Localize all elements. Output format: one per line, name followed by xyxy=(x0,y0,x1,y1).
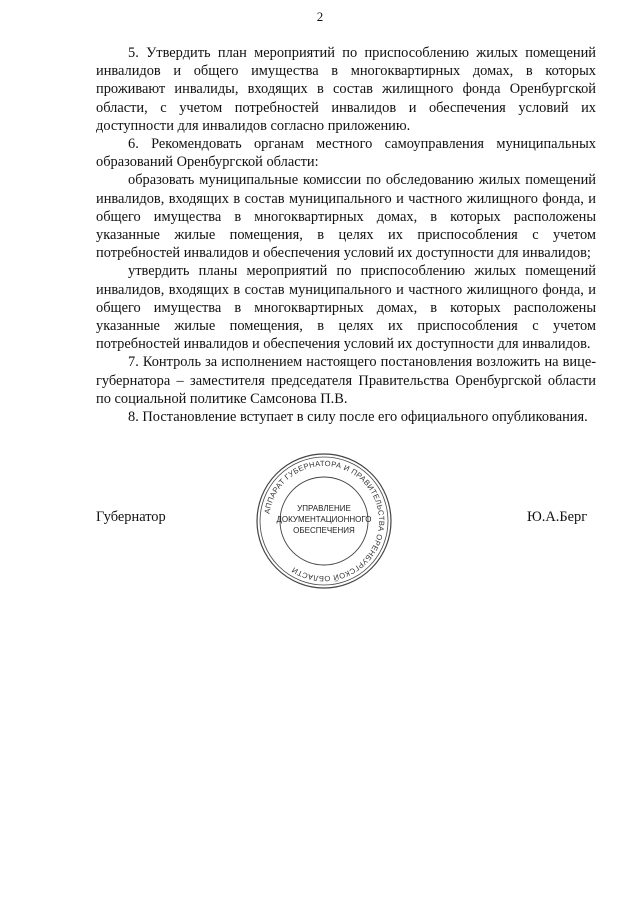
official-stamp xyxy=(254,451,394,591)
stamp-line-2: ДОКУМЕНТАЦИОННОГО xyxy=(276,515,372,524)
signature-position: Губернатор xyxy=(96,509,166,525)
paragraph-6-item-2: утвердить планы мероприятий по приспособлению жилых помещений инвалидов, входящих в состав муниципального и частного жилищного фонда, и общего имущества в многоквартирных домах, в которых расположены указанные жилые помещения, в целях их приспособления с учетом потребностей инвалидов и обеспечения условий их доступности для инвалидов. xyxy=(96,263,596,353)
paragraph-8: 8. Постановление вступает в силу после его официального опубликования. xyxy=(128,409,588,426)
stamp-ring-text: АППАРАТ ГУБЕРНАТОРА И ПРАВИТЕЛЬСТВА ОРЕНБУРГСКОЙ ОБЛАСТИ xyxy=(262,458,387,584)
paragraph-5: 5. Утвердить план мероприятий по приспособлению жилых помещений инвалидов и общего имущества в многоквартирных домах, в которых проживают инвалиды, входящих в состав жилищного фонда Оренбургской области, с учетом потребностей инвалидов и обеспечения условий их доступности для инвалидов согласно приложению. xyxy=(96,45,596,134)
document-body xyxy=(96,44,596,426)
stamp-line-1: УПРАВЛЕНИЕ xyxy=(297,504,351,513)
paragraph-7: 7. Контроль за исполнением настоящего постановления возложить на вице-губернатора – заместителя председателя Правительства Оренбургской области по социальной политике Самсонова П.В. xyxy=(96,354,596,407)
paragraph-6: 6. Рекомендовать органам местного самоуправления муниципальных образований Оренбургской области: xyxy=(96,136,596,171)
paragraph-6-item-1: образовать муниципальные комиссии по обследованию жилых помещений инвалидов, входящих в состав муниципального и частного жилищного фонда, и общего имущества в многоквартирных домах, в которых расположены указанные жилые помещения, в целях их приспособления с учетом потребностей инвалидов и обеспечения условий их доступности для инвалидов; xyxy=(96,172,596,262)
signature-name: Ю.А.Берг xyxy=(527,509,588,525)
page-number: 2 xyxy=(316,9,324,24)
stamp-line-3: ОБЕСПЕЧЕНИЯ xyxy=(293,526,355,535)
